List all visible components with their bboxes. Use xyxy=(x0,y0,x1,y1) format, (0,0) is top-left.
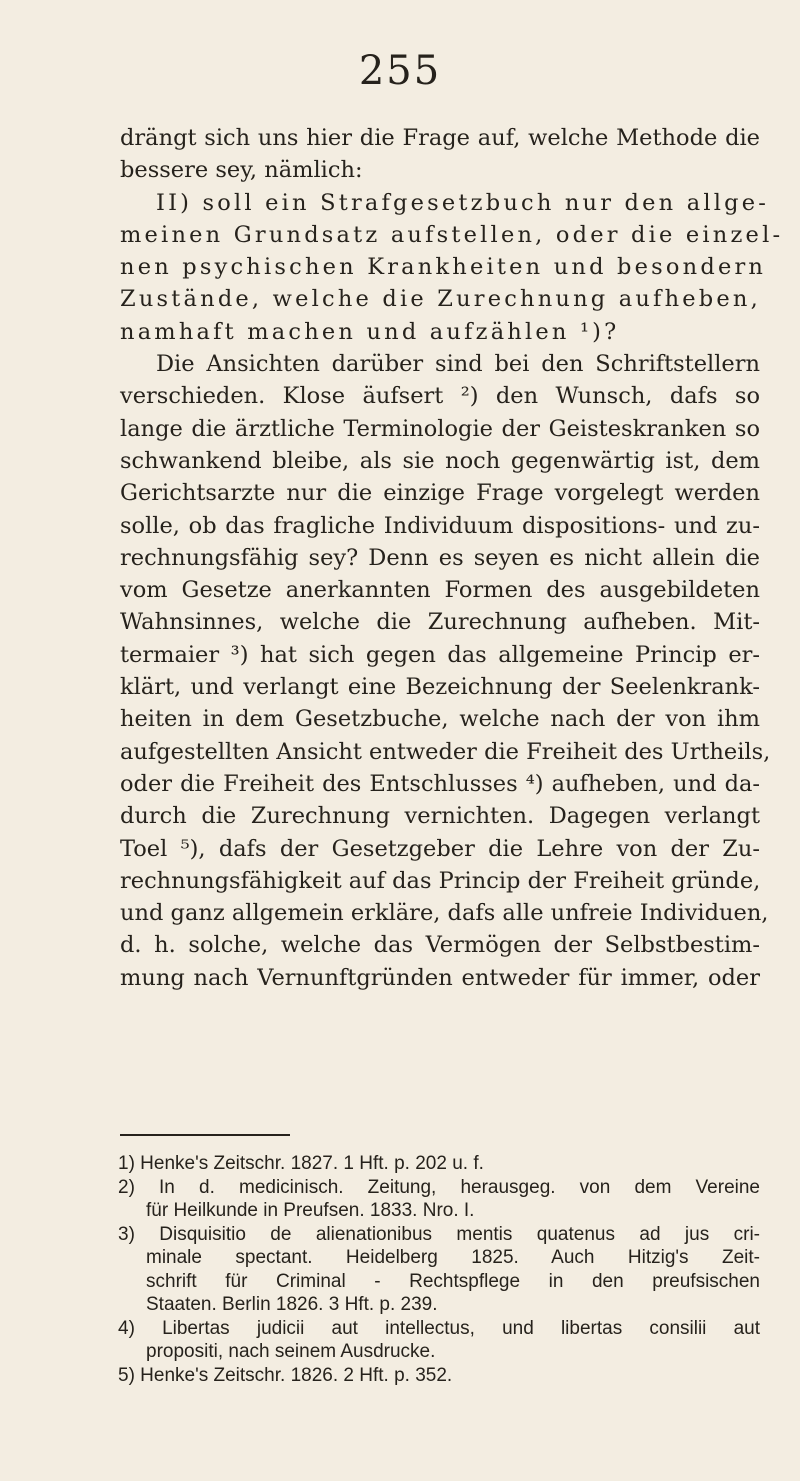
body-line: rechnungsfähig sey? Denn es seyen es nicht allein die xyxy=(120,544,760,571)
body-line: aufgestellten Ansicht entweder die Freiheit des Urtheils, xyxy=(120,738,771,765)
footnote-line: Staaten. Berlin 1826. 3 Hft. p. 239. xyxy=(146,1294,438,1315)
footnotes xyxy=(118,1152,760,1387)
footnote-line: 1) Henke's Zeitschr. 1827. 1 Hft. p. 202 u. f. xyxy=(118,1153,484,1174)
footnote-line: schrift für Criminal - Rechtspflege in den preufsischen xyxy=(146,1270,760,1292)
body-line: vom Gesetze anerkannten Formen des ausgebildeten xyxy=(120,577,760,604)
body-line: Gerichtsarzte nur die einzige Frage vorgelegt werden xyxy=(120,480,760,507)
body-line: klärt, und verlangt eine Bezeichnung der Seelenkrank- xyxy=(120,674,760,701)
body-line: termaier ³) hat sich gegen das allgemeine Princip er- xyxy=(120,641,760,668)
footnote-line: 3) Disquisitio de alienationibus mentis quatenus ad jus cri- xyxy=(118,1223,760,1245)
body-line: bessere sey, nämlich: xyxy=(120,157,363,184)
question-heading-line: nen psychischen Krankheiten und besondern xyxy=(120,254,767,281)
question-heading-line: namhaft machen und aufzählen ¹)? xyxy=(120,318,620,345)
question-heading-line: meinen Grundsatz aufstellen, oder die einzel- xyxy=(120,221,784,248)
footnote-line: propositi, nach seinem Ausdrucke. xyxy=(146,1341,436,1362)
body-line: oder die Freiheit des Entschlusses ⁴) aufheben, und da- xyxy=(120,770,760,797)
body-line: durch die Zurechnung vernichten. Dagegen verlangt xyxy=(120,803,760,830)
body-line: verschieden. Klose äufsert ²) den Wunsch, dafs so xyxy=(120,383,760,410)
question-heading-line: Zustände, welche die Zurechnung aufheben, xyxy=(120,286,761,313)
body-line: Wahnsinnes, welche die Zurechnung aufheben. Mit- xyxy=(120,609,760,636)
body-line: d. h. solche, welche das Vermögen der Selbstbestim- xyxy=(120,932,760,959)
body-text xyxy=(120,122,784,994)
footnote-line: minale spectant. Heidelberg 1825. Auch Hitzig's Zeit- xyxy=(146,1247,760,1268)
footnote-line: für Heilkunde in Preufsen. 1833. Nro. I. xyxy=(146,1200,475,1221)
page-number: 255 xyxy=(358,48,442,94)
body-line: drängt sich uns hier die Frage auf, welche Methode die xyxy=(120,125,760,151)
footnote-line: 4) Libertas judicii aut intellectus, und libertas consilii aut xyxy=(118,1317,760,1339)
footnote-divider xyxy=(120,1134,290,1136)
body-line: solle, ob das fragliche Individuum dispositions- und zu- xyxy=(120,512,760,539)
body-line: lange die ärztliche Terminologie der Geisteskranken so xyxy=(120,415,760,442)
body-line: Die Ansichten darüber sind bei den Schriftstellern xyxy=(156,351,760,378)
footnote-line: 5) Henke's Zeitschr. 1826. 2 Hft. p. 352. xyxy=(118,1364,453,1386)
body-line: und ganz allgemein erkläre, dafs alle unfreie Individuen, xyxy=(120,900,769,927)
question-heading-line: II) soll ein Strafgesetzbuch nur den allge- xyxy=(156,189,770,216)
body-line: mung nach Vernunftgründen entweder für immer, oder xyxy=(120,964,760,991)
body-line: Toel ⁵), dafs der Gesetzgeber die Lehre von der Zu- xyxy=(120,835,760,862)
footnote-line: 2) In d. medicinisch. Zeitung, herausgeg. von dem Vereine xyxy=(118,1176,760,1198)
body-line: heiten in dem Gesetzbuche, welche nach der von ihm xyxy=(120,706,760,733)
body-line: schwankend bleibe, als sie noch gegenwärtig ist, dem xyxy=(120,447,760,474)
body-line: rechnungsfähigkeit auf das Princip der Freiheit gründe, xyxy=(120,867,761,894)
